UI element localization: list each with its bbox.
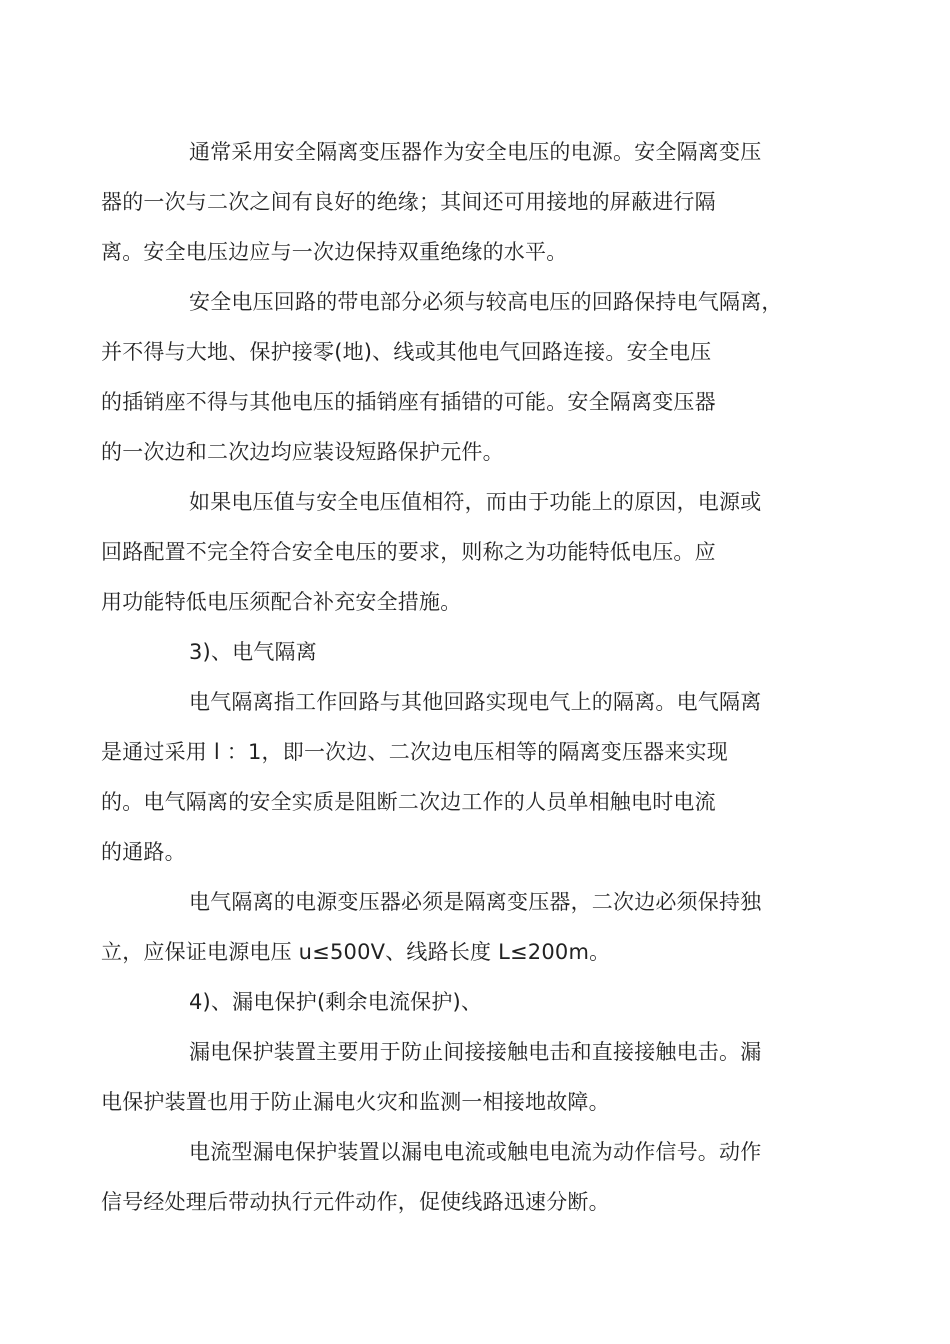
paragraph-safety-circuit	[101, 277, 810, 477]
section-heading-electrical-isolation	[145, 627, 810, 677]
text-line: 电流型漏电保护装置以漏电电流或触电电流为动作信号。动作	[189, 1140, 762, 1164]
text-line: 离。安全电压边应与一次边保持双重绝缘的水平。	[101, 240, 568, 264]
text-line: 是通过采用 l ：1，即一次边、二次边电压相等的隔离变压器来实现	[101, 740, 728, 764]
text-line: 漏电保护装置主要用于防止间接接触电击和直接接触电击。漏	[189, 1040, 762, 1064]
text-line: 电气隔离的电源变压器必须是隔离变压器，二次边必须保持独	[189, 890, 762, 914]
text-line: 器的一次与二次之间有良好的绝缘；其间还可用接地的屏蔽进行隔	[101, 190, 716, 214]
text-line: 的插销座不得与其他电压的插销座有插错的可能。安全隔离变压器	[101, 390, 716, 414]
text-line: 用功能特低电压须配合补充安全措施。	[101, 590, 462, 614]
paragraph-isolation-definition	[101, 677, 810, 877]
paragraph-current-type-device	[101, 1127, 810, 1227]
paragraph-leakage-device-purpose	[101, 1027, 810, 1127]
paragraph-functional-low-voltage	[101, 477, 810, 627]
text-line: 的。电气隔离的安全实质是阻断二次边工作的人员单相触电时电流	[101, 790, 716, 814]
text-line: 4)、漏电保护(剩余电流保护)、	[189, 990, 483, 1014]
text-line: 电保护装置也用于防止漏电火灾和监测一相接地故障。	[101, 1090, 610, 1114]
text-line: 立，应保证电源电压 u≤500V、线路长度 L≤200m。	[101, 940, 611, 964]
paragraph-isolation-transformer	[101, 877, 810, 977]
text-line: 如果电压值与安全电压值相符，而由于功能上的原因，电源或	[189, 490, 762, 514]
text-line: 3)、电气隔离	[189, 640, 317, 664]
paragraph-safety-transformer	[101, 127, 810, 277]
text-line: 通常采用安全隔离变压器作为安全电压的电源。安全隔离变压	[189, 140, 762, 164]
section-heading-leakage-protection	[145, 977, 810, 1027]
text-line: 安全电压回路的带电部分必须与较高电压的回路保持电气隔离，	[189, 290, 783, 314]
text-line: 的一次边和二次边均应装设短路保护元件。	[101, 440, 504, 464]
text-line: 信号经处理后带动执行元件动作，促使线路迅速分断。	[101, 1190, 610, 1214]
text-line: 并不得与大地、保护接零(地)、线或其他电气回路连接。安全电压	[101, 340, 712, 364]
text-line: 电气隔离指工作回路与其他回路实现电气上的隔离。电气隔离	[189, 690, 762, 714]
document-body	[101, 127, 810, 1227]
text-line: 回路配置不完全符合安全电压的要求，则称之为功能特低电压。应	[101, 540, 716, 564]
text-line: 的通路。	[101, 840, 186, 864]
